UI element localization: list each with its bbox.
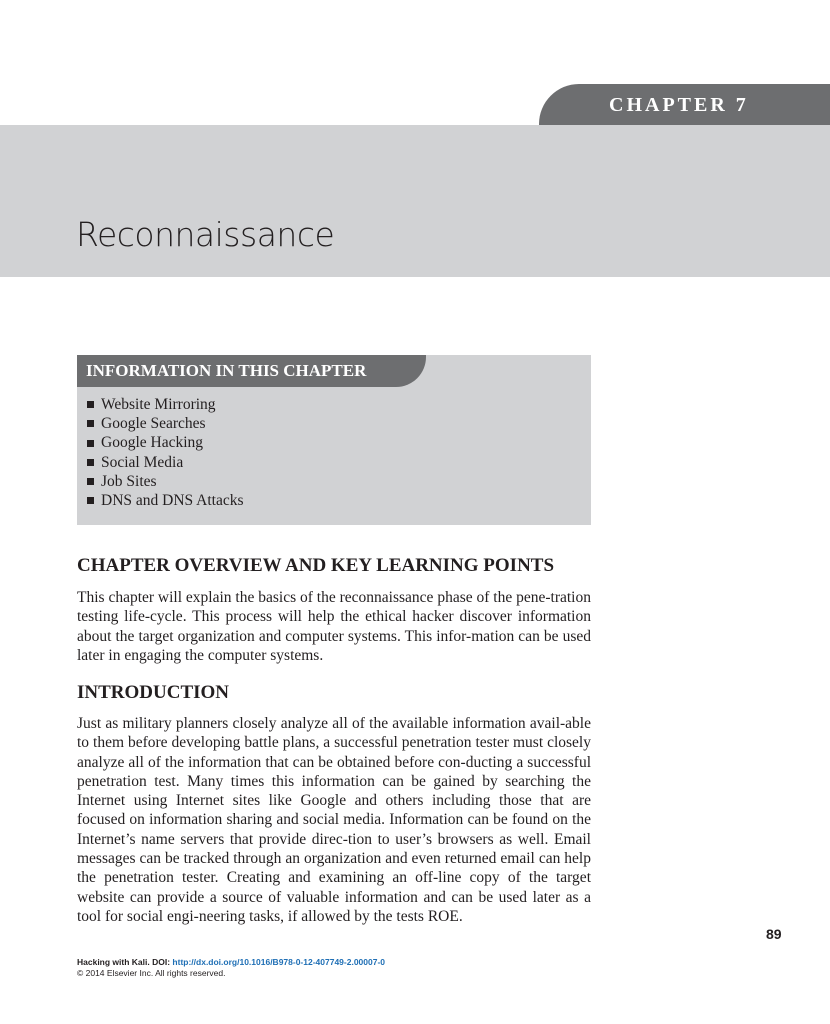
footer-copyright: © 2014 Elsevier Inc. All rights reserved. <box>77 968 226 978</box>
page-number: 89 <box>766 926 782 942</box>
list-item: Website Mirroring <box>87 395 244 414</box>
overview-heading: CHAPTER OVERVIEW AND KEY LEARNING POINTS <box>77 555 555 576</box>
list-item: Social Media <box>87 453 244 472</box>
information-box-header: INFORMATION IN THIS CHAPTER <box>77 355 426 387</box>
square-bullet-icon <box>87 497 94 504</box>
chapter-label: CHAPTER 7 <box>539 84 830 126</box>
information-list <box>87 395 244 510</box>
footer <box>77 957 385 979</box>
introduction-paragraph: Just as military planners closely analyze all of the available information avail-able to them before developing battle plans, a successful penetration tester must closely analyze all of the information that can be obtained before con-ducting a successful penetration test. Many times this information can be gained by searching the Internet using Internet sites like Google and others including those that are focused on information sharing and social media. Information can be found on the Internet’s name servers that provide direc-tion to user’s browsers as well. Email messages can be tracked through an organization and even returned email can help the penetration tester. Creating and examining an off-line copy of the target website can provide a source of valuable information and can be used later as a tool for social engi-neering tasks, if allowed by the tests ROE. <box>77 715 591 925</box>
square-bullet-icon <box>87 420 94 427</box>
square-bullet-icon <box>87 440 94 447</box>
list-item: Google Hacking <box>87 433 244 452</box>
list-item: DNS and DNS Attacks <box>87 491 244 510</box>
title-band <box>0 125 830 277</box>
chapter-title: Reconnaissance <box>76 215 335 254</box>
square-bullet-icon <box>87 459 94 466</box>
square-bullet-icon <box>87 401 94 408</box>
overview-paragraph: This chapter will explain the basics of the reconnaissance phase of the pene-tration testing life-cycle. This process will help the ethical hacker discover information about the target organization and computer systems. This infor-mation can be used later in engaging the computer systems. <box>77 589 591 664</box>
footer-book-doi-label: Hacking with Kali. DOI: <box>77 957 171 967</box>
introduction-heading: INTRODUCTION <box>77 682 230 703</box>
list-item: Google Searches <box>87 414 244 433</box>
square-bullet-icon <box>87 478 94 485</box>
information-box <box>77 355 591 525</box>
doi-link[interactable]: http://dx.doi.org/10.1016/B978-0-12-407749-2.00007-0 <box>172 957 386 967</box>
list-item: Job Sites <box>87 472 244 491</box>
